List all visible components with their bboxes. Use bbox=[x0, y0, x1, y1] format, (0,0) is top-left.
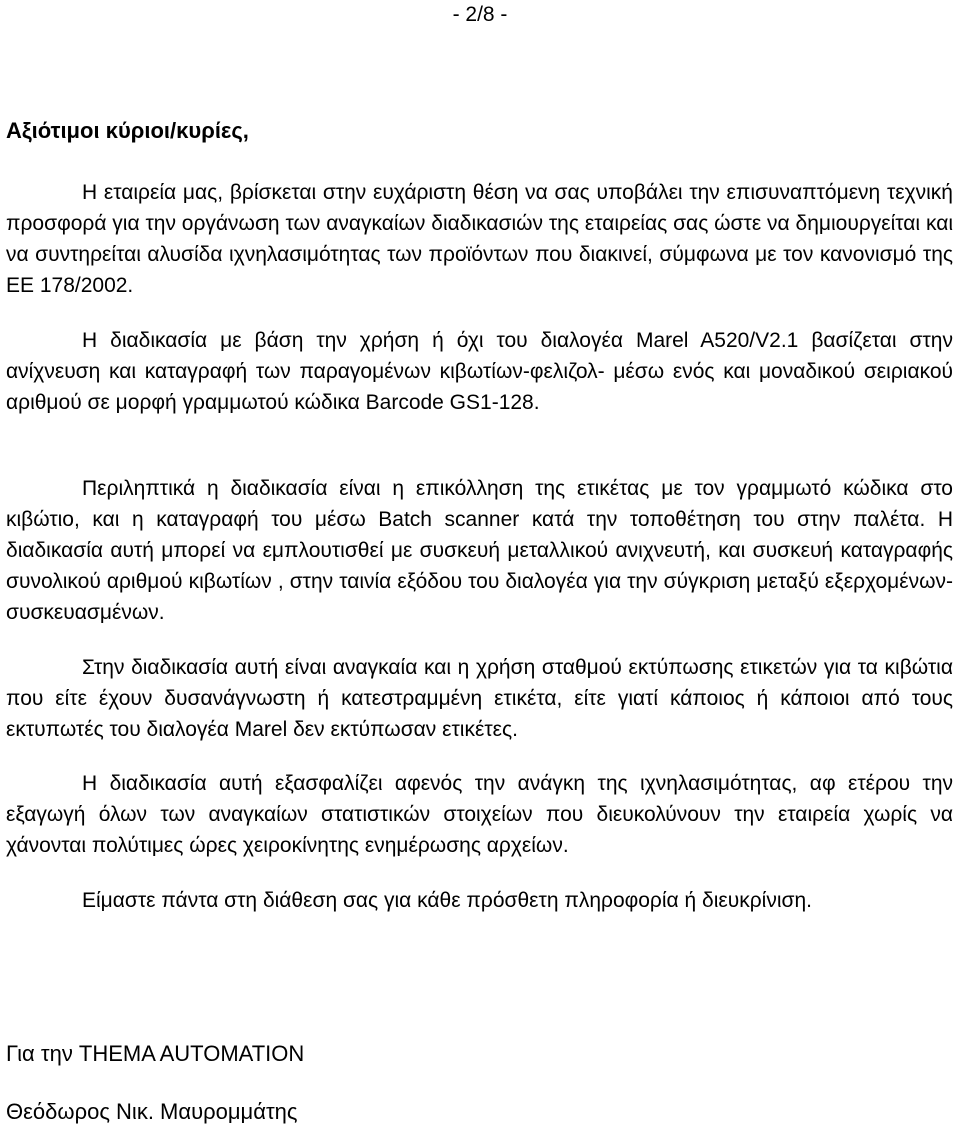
body-paragraph-4: Στην διαδικασία αυτή είναι αναγκαία και η χρήση σταθμού εκτύπωσης ετικετών για τα κιβώτια που είτε έχουν δυσανάγνωστη ή κατεστραμμένη ετικέτα, είτε γιατί κάποιος ή κάποιοι από τους εκτυπωτές του διαλογέα Marel δεν εκτύπωσαν ετικέτες. bbox=[6, 656, 953, 741]
page-number: - 2/8 - bbox=[452, 3, 508, 26]
signoff-name: Θεόδωρος Νικ. Μαυρομμάτης bbox=[6, 1099, 298, 1124]
body-paragraph-5: Η διαδικασία αυτή εξασφαλίζει αφενός την ανάγκη της ιχνηλασιμότητας, αφ ετέρου την εξαγωγή όλων των αναγκαίων στατιστικών στοιχείων που διευκολύνουν την εταιρεία χωρίς να χάνονται πολύτιμες ώρες χειροκίνητης ενημέρωσης αρχείων. bbox=[6, 772, 953, 857]
body-paragraph-1: Η εταιρεία μας, βρίσκεται στην ευχάριστη θέση να σας υποβάλει την επισυναπτόμενη τεχνική προσφορά για την οργάνωση των αναγκαίων διαδικασιών της εταιρείας σας ώστε να δημιουργείται και να συντηρείται αλυσίδα ιχνηλασιμότητας των προϊόντων που διακινεί, σύμφωνα με τον κανονισμό της ΕΕ 178/2002. bbox=[6, 181, 953, 297]
salutation: Αξιότιμοι κύριοι/κυρίες, bbox=[6, 118, 249, 143]
body-paragraph-6: Είμαστε πάντα στη διάθεση σας για κάθε πρόσθετη πληροφορία ή διευκρίνιση. bbox=[82, 889, 812, 912]
signoff-company: Για την THEMA AUTOMATION bbox=[6, 1041, 305, 1066]
body-paragraph-2: Η διαδικασία με βάση την χρήση ή όχι του διαλογέα Marel A520/V2.1 βασίζεται στην ανίχνευση και καταγραφή των παραγομένων κιβωτίων-φελιζολ- μέσω ενός και μοναδικού σειριακού αριθμού σε μορφή γραμμωτού κώδικα Barcode GS1-128. bbox=[6, 329, 953, 414]
body-paragraph-3: Περιληπτικά η διαδικασία είναι η επικόλληση της ετικέτας με τον γραμμωτό κώδικα στο κιβώτιο, και η καταγραφή του μέσω Batch scanner κατά την τοποθέτηση του στην παλέτα. Η διαδικασία αυτή μπορεί να εμπλουτισθεί με συσκευή μεταλλικού ανιχνευτή, και συσκευή καταγραφής συνολικού αριθμού κιβωτίων , στην ταινία εξόδου του διαλογέα για την σύγκριση μεταξύ εξερχομένων-συσκευασμένων. bbox=[6, 477, 953, 624]
